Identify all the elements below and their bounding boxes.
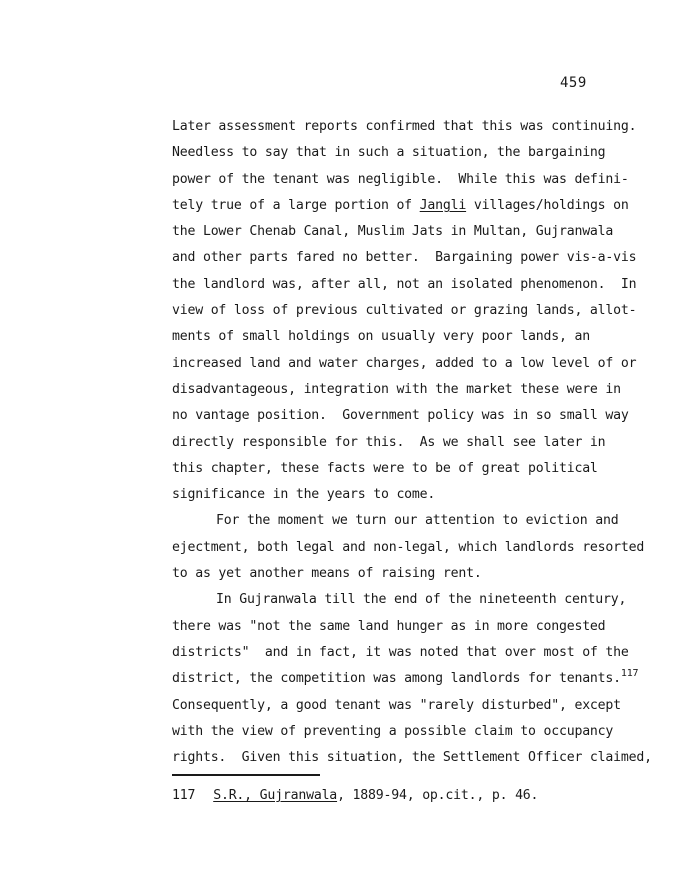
text-line: disadvantageous, integration with the market these were in [172,381,621,397]
footnote-citation: , 1889-94, op.cit., p. 46. [337,788,539,803]
text-line: For the moment we turn our attention to eviction and [216,513,619,529]
text-line: In Gujranwala till the end of the nineteenth century, [216,592,627,608]
text-line: districts" and in fact, it was noted that over most of the [172,644,629,660]
text-line: ments of small holdings on usually very poor lands, an [172,329,590,345]
text-line: power of the tenant was negligible. While this was defini- [172,171,629,187]
text-line: view of loss of previous cultivated or grazing lands, allot- [172,303,637,319]
text-line: the landlord was, after all, not an isolated phenomenon. In [172,276,637,292]
text-line: to as yet another means of raising rent. [172,566,482,582]
text-fragment: villages/holdings on [466,197,629,213]
text-line: significance in the years to come. [172,487,436,503]
text-line: ejectment, both legal and non-legal, which landlords resorted [172,539,645,555]
text-line: rights. Given this situation, the Settlement Officer claimed, [172,750,652,766]
text-line: the Lower Chenab Canal, Muslim Jats in Multan, Gujranwala [172,224,614,240]
text-line: Consequently, a good tenant was "rarely disturbed", except [172,697,621,713]
text-line: this chapter, these facts were to be of great political [172,460,598,476]
text-line: and other parts fared no better. Bargaining power vis-a-vis [172,250,637,266]
underlined-term: Jangli [419,197,467,213]
text-fragment: tely true of a large portion of [172,197,420,213]
page-number: 459 [560,75,587,91]
footnote-divider [172,774,320,776]
text-line: directly responsible for this. As we shall see later in [172,434,606,450]
text-line [172,666,662,692]
footnote [172,788,538,803]
text-line: there was "not the same land hunger as in more congested [172,618,606,634]
text-line: with the view of preventing a possible claim to occupancy [172,723,614,739]
text-fragment: district, the competition was among landlords for tenants. [172,671,621,687]
text-line: Needless to say that in such a situation, the bargaining [172,145,606,161]
text-line [172,193,662,219]
text-line: no vantage position. Government policy was in so small way [172,408,629,424]
footnote-source: S.R., Gujranwala [213,788,338,803]
footnote-reference[interactable]: 117 [620,668,639,680]
body-text [172,114,662,771]
text-line: Later assessment reports confirmed that this was continuing. [172,119,637,134]
text-line: increased land and water charges, added to a low level of or [172,355,637,371]
footnote-number: 117 [172,788,196,803]
